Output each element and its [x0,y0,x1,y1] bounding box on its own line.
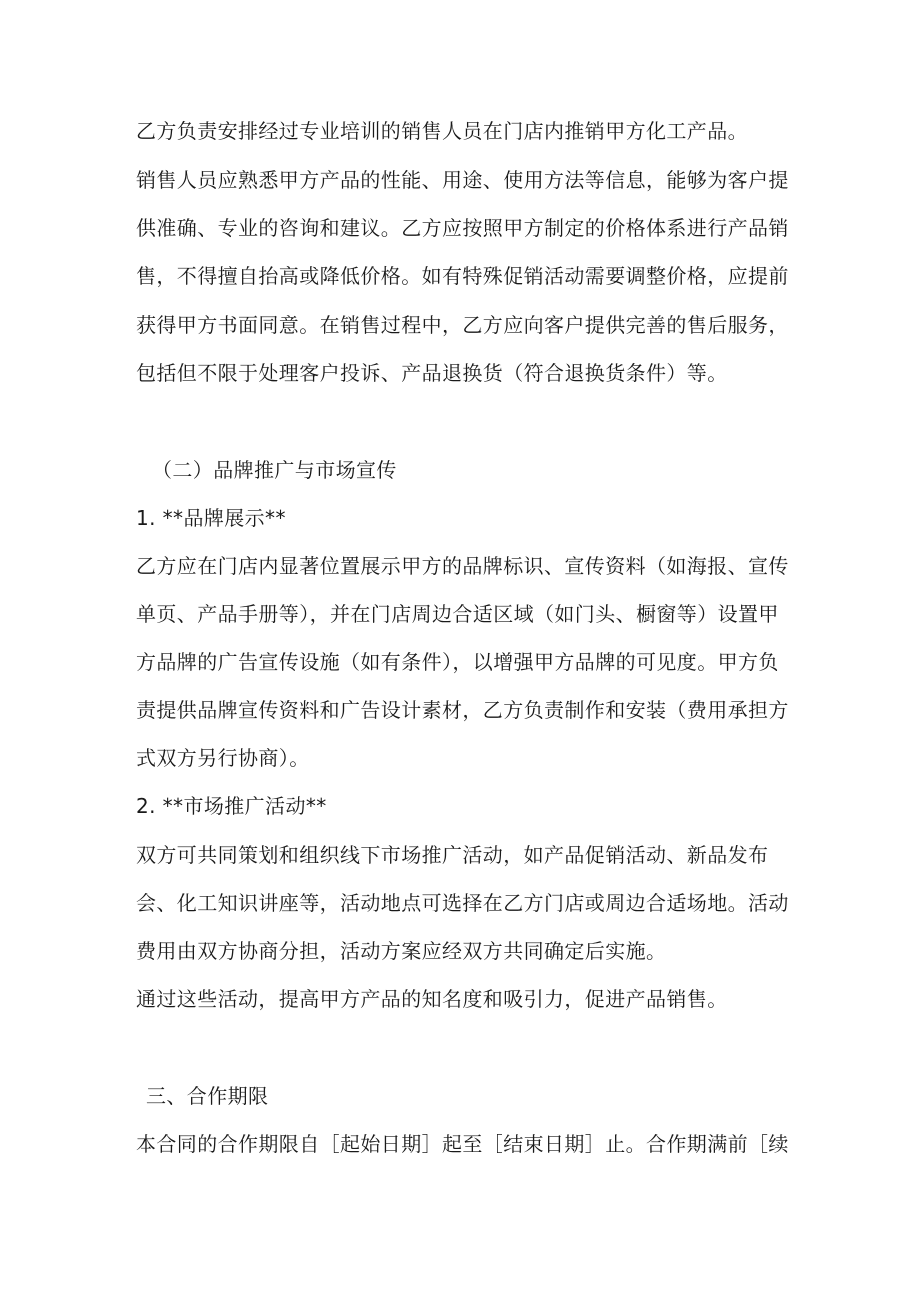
paragraph-line: 获得甲方书面同意。在销售过程中，乙方应向客户提供完善的售后服务， [136,313,789,337]
paragraph-line: 费用由双方协商分担，活动方案应经双方共同确定后实施。 [136,939,667,963]
list-item-heading: 2. **市场推广活动** [136,794,327,818]
paragraph-line: 包括但不限于处理客户投诉、产品退换货（符合退换货条件）等。 [136,361,728,385]
paragraph-line: 乙方负责安排经过专业培训的销售人员在门店内推销甲方化工产品。 [136,119,748,143]
section-title: 三、合作期限 [146,1084,269,1108]
list-item-heading: 1. **品牌展示** [136,506,286,530]
paragraph-line: 双方可共同策划和组织线下市场推广活动，如产品促销活动、新品发布 [136,843,769,867]
paragraph-line: 会、化工知识讲座等，活动地点可选择在乙方门店或周边合适场地。活动 [136,891,789,915]
paragraph-line: 方品牌的广告宣传设施（如有条件），以增强甲方品牌的可见度。甲方负 [136,650,779,674]
paragraph-line: 本合同的合作期限自［起始日期］起至［结束日期］止。合作期满前［续 [136,1132,789,1156]
paragraph-line: 乙方应在门店内显著位置展示甲方的品牌标识、宣传资料（如海报、宣传 [136,554,789,578]
paragraph-line: 售，不得擅自抬高或降低价格。如有特殊促销活动需要调整价格，应提前 [136,264,789,288]
paragraph-line: 通过这些活动，提高甲方产品的知名度和吸引力，促进产品销售。 [136,987,728,1011]
paragraph-line: 责提供品牌宣传资料和广告设计素材，乙方负责制作和安装（费用承担方 [136,698,789,722]
paragraph-line: 单页、产品手册等），并在门店周边合适区域（如门头、橱窗等）设置甲 [136,602,779,626]
paragraph-line: 供准确、专业的咨询和建议。乙方应按照甲方制定的价格体系进行产品销 [136,216,789,240]
subsection-title: （二）品牌推广与市场宣传 [152,458,397,482]
paragraph-line: 销售人员应熟悉甲方产品的性能、用途、使用方法等信息，能够为客户提 [136,168,789,192]
paragraph-line: 式双方另行协商）。 [136,746,310,770]
